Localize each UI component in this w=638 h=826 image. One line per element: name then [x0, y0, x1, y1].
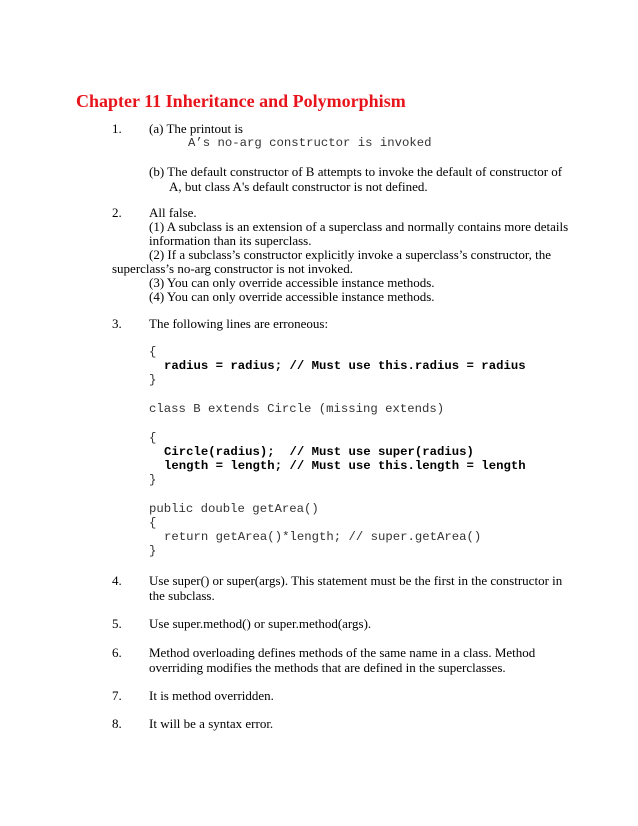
code-brace-close-2: }	[149, 473, 157, 487]
q2-line2: (1) A subclass is an extension of a superclass and normally contains more details	[149, 219, 569, 234]
q2-line1: All false.	[149, 205, 197, 220]
q6-line2: overriding modifies the methods that are defined in the superclasses.	[149, 660, 506, 675]
chapter-title: Chapter 11 Inheritance and Polymorphism	[76, 91, 406, 111]
q2-number: 2.	[112, 205, 122, 220]
q3-intro: The following lines are erroneous:	[149, 316, 329, 331]
code-brace-open-2: {	[149, 431, 157, 445]
q8-number: 8.	[112, 716, 122, 731]
q2-line6: (3) You can only override accessible instance methods.	[149, 275, 435, 290]
q1-number: 1.	[112, 121, 122, 136]
code-brace-close-1: }	[149, 373, 157, 387]
code-brace-open-3: {	[149, 516, 157, 530]
code-method-signature: public double getArea()	[149, 502, 319, 516]
q4-line2: the subclass.	[149, 588, 215, 603]
code-return-line: return getArea()*length; // super.getArea()	[164, 530, 482, 544]
code-line-length: length = length; // Must use this.length = length	[164, 459, 526, 473]
q3-number: 3.	[112, 316, 122, 331]
q6-number: 6.	[112, 645, 122, 660]
q7-line1: It is method overridden.	[149, 688, 274, 703]
q7-number: 7.	[112, 688, 122, 703]
q2-line4: (2) If a subclass’s constructor explicitly invoke a superclass’s constructor, the	[149, 247, 552, 262]
code-class-line: class B extends Circle (missing extends)	[149, 402, 445, 416]
q2-line3: information than its superclass.	[149, 233, 312, 248]
q1-b-line2: A, but class A's default constructor is not defined.	[169, 179, 428, 194]
q6-line1: Method overloading defines methods of the same name in a class. Method	[149, 645, 536, 660]
q1-a-intro: (a) The printout is	[149, 121, 243, 136]
q2-line7: (4) You can only override accessible instance methods.	[149, 289, 435, 304]
q2-line5: superclass’s no-arg constructor is not invoked.	[112, 261, 353, 276]
q8-line1: It will be a syntax error.	[149, 716, 274, 731]
code-brace-close-3: }	[149, 544, 157, 558]
q5-line1: Use super.method() or super.method(args).	[149, 616, 372, 631]
code-line-radius: radius = radius; // Must use this.radius = radius	[164, 359, 526, 373]
q4-line1: Use super() or super(args). This statement must be the first in the constructor in	[149, 573, 563, 588]
code-brace-open-1: {	[149, 345, 157, 359]
q5-number: 5.	[112, 616, 122, 631]
q1-a-output: A’s no-arg constructor is invoked	[188, 136, 432, 150]
q4-number: 4.	[112, 573, 122, 588]
q1-b-line1: (b) The default constructor of B attempts to invoke the default of constructor of	[149, 164, 563, 179]
code-line-circle: Circle(radius); // Must use super(radius)	[164, 445, 474, 459]
